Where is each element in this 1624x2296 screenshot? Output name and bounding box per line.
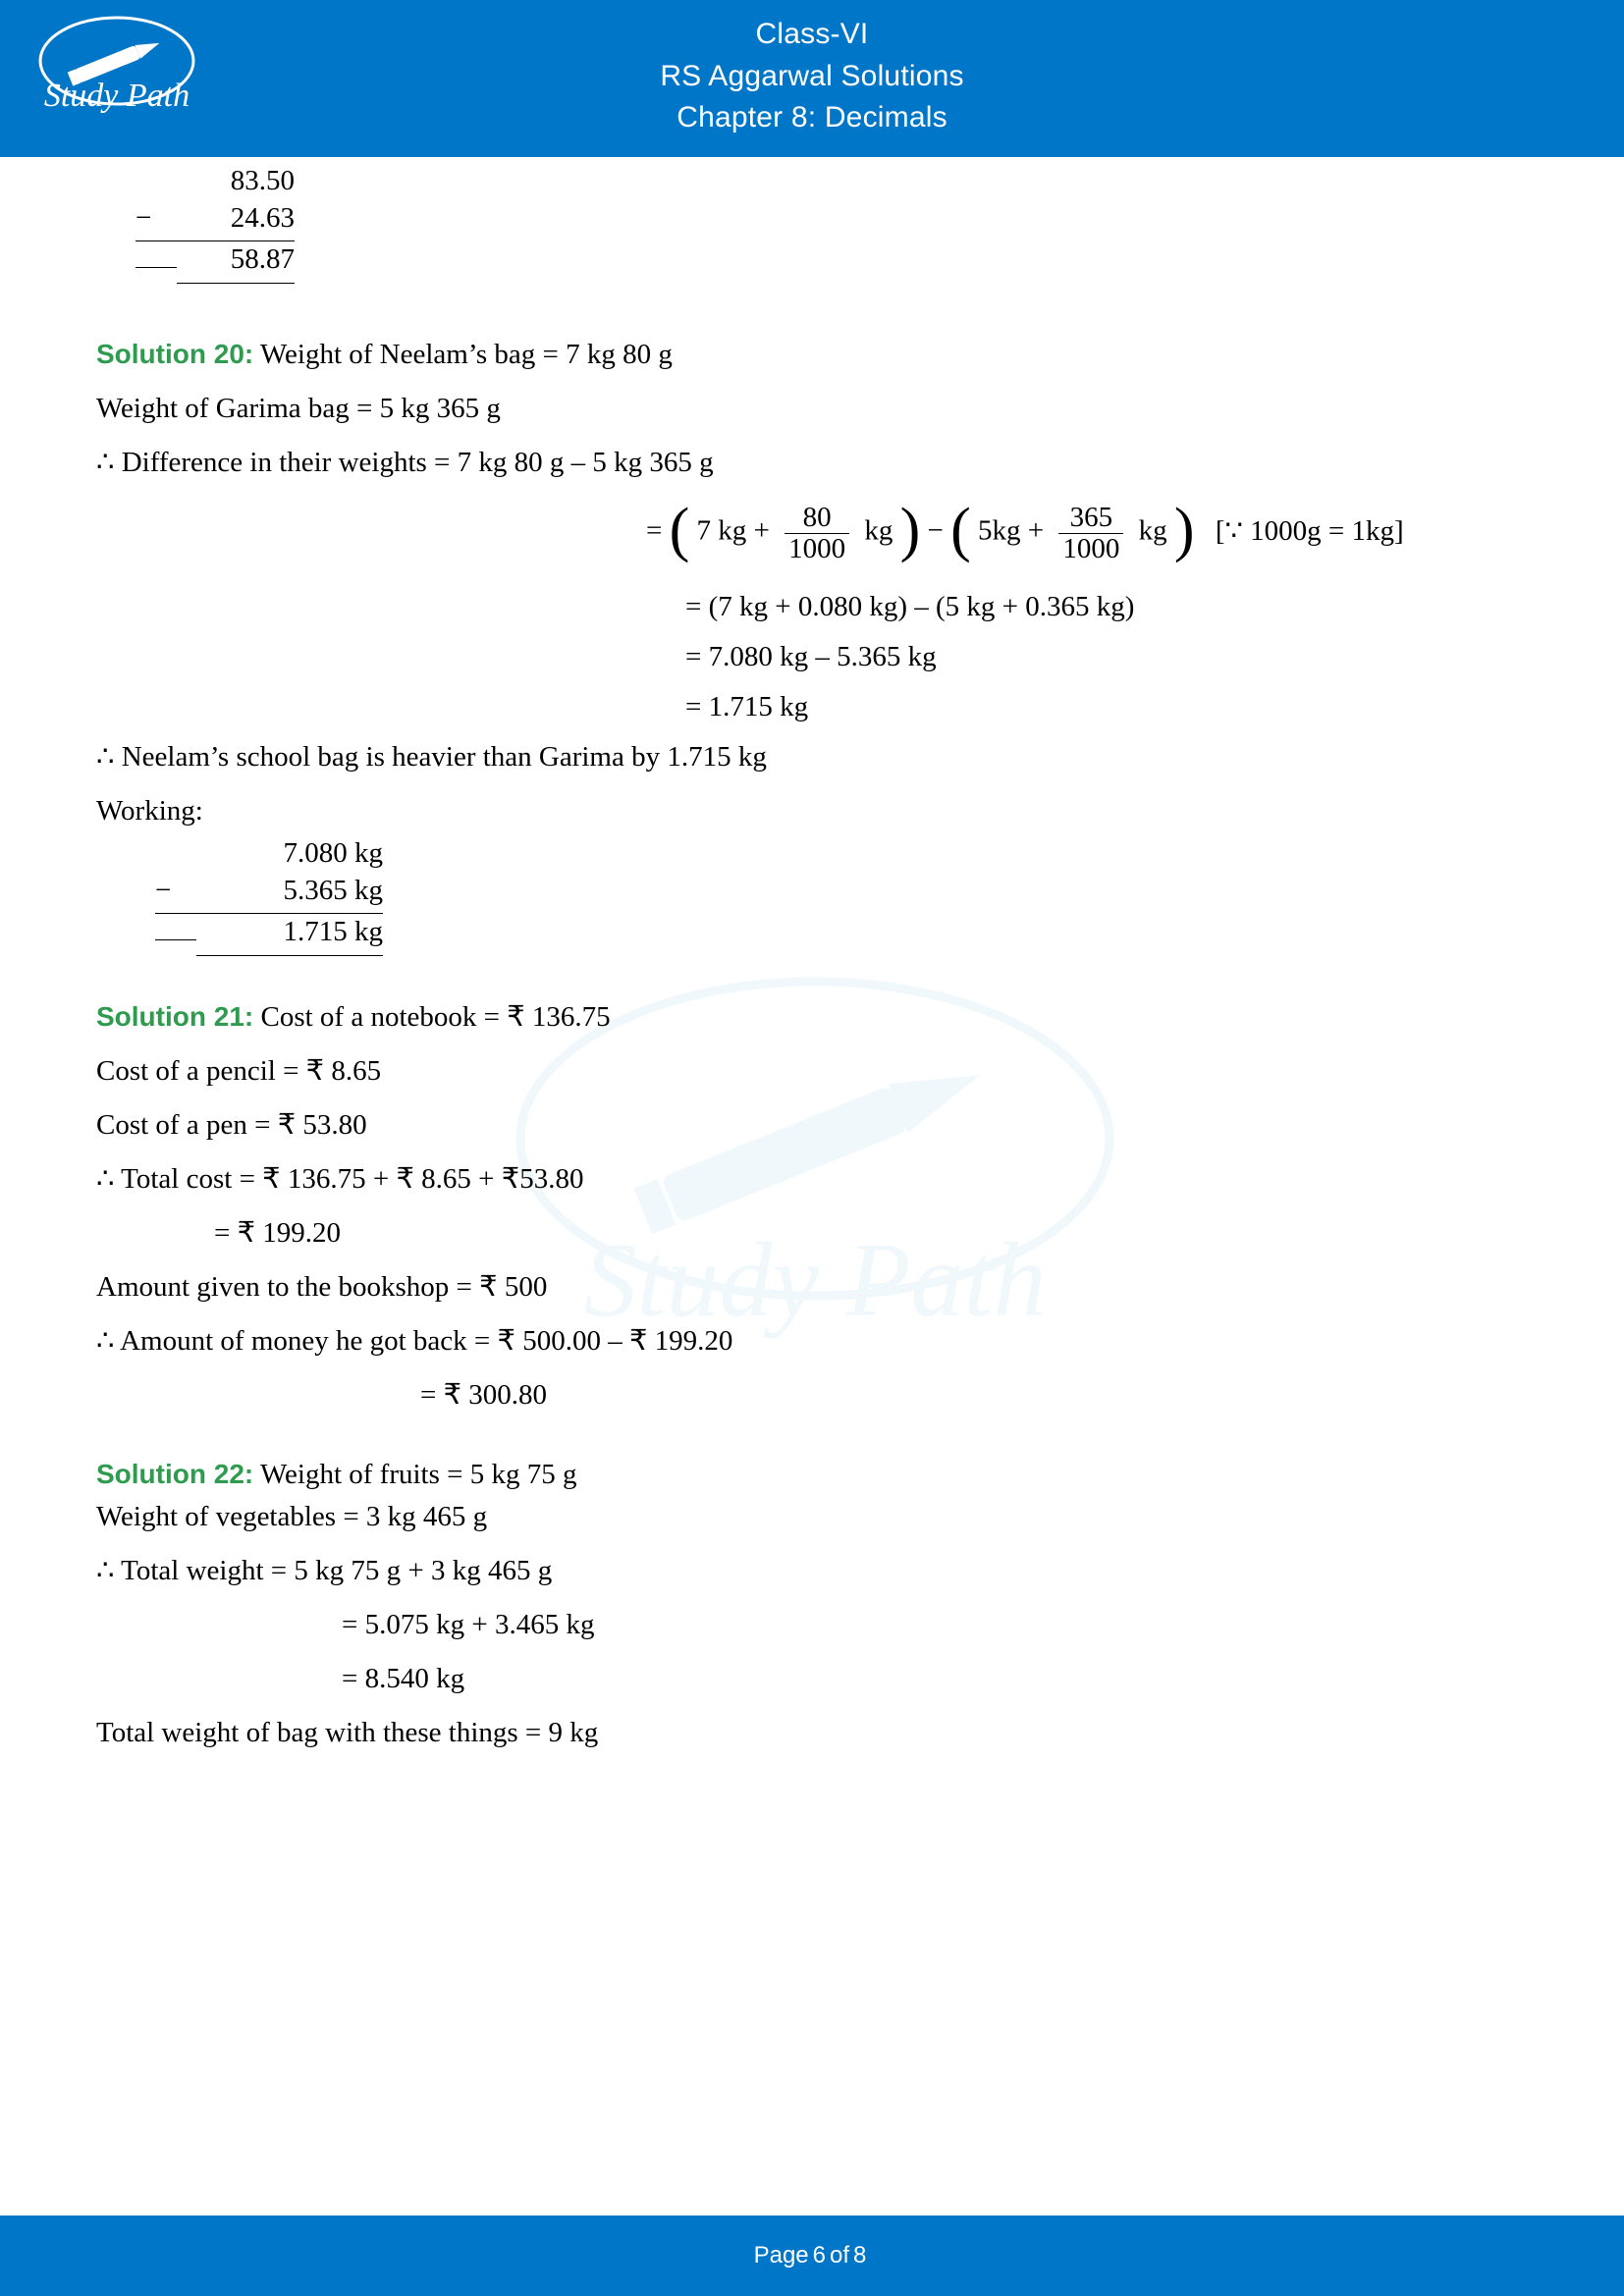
- solution-22-line-1: Weight of vegetables = 3 kg 465 g: [96, 1501, 488, 1532]
- solution-20-first-line: [96, 341, 1528, 369]
- footer-prefix: Page: [753, 2242, 809, 2269]
- solution-20-eq-1: = 7.080 kg – 5.365 kg: [685, 640, 937, 672]
- header-class: Class-VI: [755, 18, 869, 50]
- svg-text:Study Path: Study Path: [583, 1222, 1047, 1339]
- calc-operator: −: [155, 873, 196, 915]
- solution-21-line-given: Amount given to the bookshop = ₹ 500: [96, 1271, 548, 1303]
- frac-eq-p1-a: 7 kg +: [696, 514, 770, 547]
- paren-open-1: (: [669, 497, 690, 564]
- solution-20-label: Solution 20:: [96, 339, 254, 370]
- calc-operator: −: [135, 200, 177, 242]
- calc-result-op: [135, 263, 177, 268]
- solution-21-line-2: Cost of a pen = ₹ 53.80: [96, 1109, 367, 1141]
- fraction-numerator: 80: [802, 502, 832, 534]
- solution-21-line-1: Cost of a pencil = ₹ 8.65: [96, 1055, 382, 1087]
- solution-20-conclusion: ∴ Neelam’s school bag is heavier than Garima by 1.715 kg: [96, 740, 767, 773]
- fraction-80-1000: [785, 503, 849, 563]
- frac-eq-note: [∵ 1000g = 1kg]: [1215, 514, 1404, 547]
- solution-20-line-0: Weight of Neelam’s bag = 7 kg 80 g: [259, 339, 673, 371]
- solution-20-working-label: Working:: [96, 794, 203, 827]
- solution-22-eq-0: = 5.075 kg + 3.465 kg: [342, 1609, 595, 1640]
- calc-result: 58.87: [177, 241, 295, 284]
- solution-22-label: Solution 22:: [96, 1459, 254, 1489]
- calc-subtrahend: 5.365 kg: [196, 873, 383, 915]
- calc-result: 1.715 kg: [196, 914, 383, 956]
- frac-eq-p2-a: 5kg +: [978, 514, 1045, 547]
- footer-total-pages: 8: [853, 2242, 867, 2269]
- frac-eq-p2-unit: kg: [1138, 514, 1167, 547]
- fraction-denominator: 1000: [785, 533, 849, 563]
- eq-sign: =: [646, 514, 663, 547]
- solution-22-final: Total weight of bag with these things = 9 kg: [96, 1717, 599, 1748]
- calc-subtrahend: 24.63: [177, 200, 295, 242]
- solution-20-line-1: Weight of Garima bag = 5 kg 365 g: [96, 393, 501, 425]
- fraction-365-1000: [1058, 503, 1123, 563]
- svg-text:Study Path: Study Path: [43, 78, 190, 114]
- solution-21-line-3: ∴ Total cost = ₹ 136.75 + ₹ 8.65 + ₹53.80: [96, 1163, 584, 1195]
- solution-21-line-back: ∴ Amount of money he got back = ₹ 500.00 – ₹ 199.20: [96, 1325, 733, 1357]
- page-content: [0, 157, 1624, 2216]
- calc-result-op: [155, 935, 196, 940]
- calculation-top: [135, 163, 1528, 284]
- fraction-denominator: 1000: [1058, 533, 1123, 563]
- solution-22-first-line: [96, 1461, 1528, 1489]
- header-book: RS Aggarwal Solutions: [660, 59, 964, 92]
- footer-current-page: 6: [812, 2242, 827, 2269]
- calculation-solution-20: [155, 835, 1528, 956]
- page-header: [0, 0, 1624, 157]
- solution-21-eq-back: = ₹ 300.80: [420, 1379, 548, 1411]
- solution-22-line-0: Weight of fruits = 5 kg 75 g: [259, 1459, 577, 1490]
- calc-minuend: 7.080 kg: [283, 836, 383, 869]
- solution-21-first-line: [96, 1003, 1528, 1032]
- solution-21-eq-total: = ₹ 199.20: [214, 1217, 342, 1249]
- frac-eq-p1-unit: kg: [864, 514, 893, 547]
- paren-close-1: ): [899, 497, 921, 564]
- page-footer: [0, 2216, 1624, 2296]
- fraction-numerator: 365: [1069, 502, 1113, 534]
- calc-minuend: 83.50: [230, 165, 295, 196]
- solution-20-line-2: ∴ Difference in their weights = 7 kg 80 g – 5 kg 365 g: [96, 447, 714, 479]
- footer-middle: of: [830, 2242, 850, 2269]
- solution-20-fraction-equation: [646, 497, 1528, 564]
- paren-open-2: (: [950, 497, 971, 564]
- header-chapter: Chapter 8: Decimals: [677, 101, 947, 134]
- solution-20-eq-2: = 1.715 kg: [685, 690, 809, 722]
- solution-22-eq-1: = 8.540 kg: [342, 1663, 465, 1694]
- solution-20-eq-0: = (7 kg + 0.080 kg) – (5 kg + 0.365 kg): [685, 590, 1135, 622]
- paren-close-2: ): [1173, 497, 1195, 564]
- solution-21-label: Solution 21:: [96, 1001, 254, 1032]
- solution-21-line-0: Cost of a notebook = ₹ 136.75: [260, 1001, 611, 1033]
- frac-eq-minus: −: [927, 514, 944, 547]
- solution-22-line-2: ∴ Total weight = 5 kg 75 g + 3 kg 465 g: [96, 1555, 553, 1586]
